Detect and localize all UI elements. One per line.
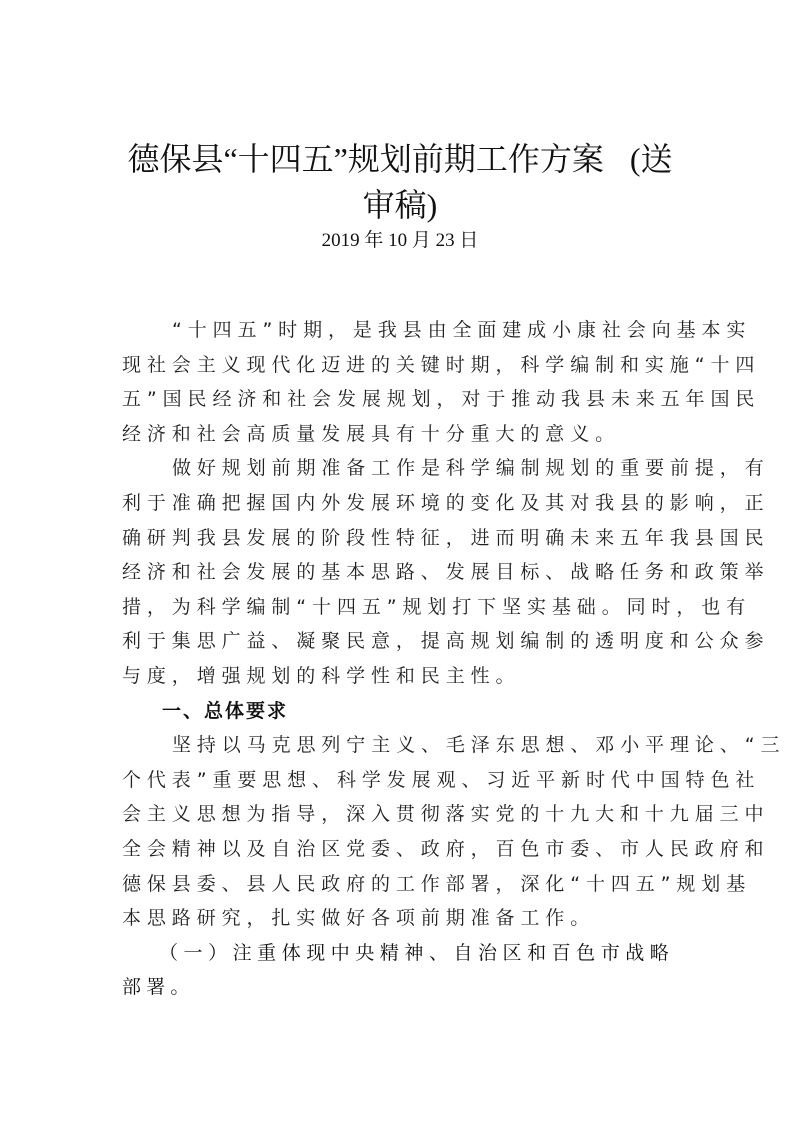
- text-line: 坚持以马克思列宁主义、毛泽东思想、邓小平理论、“三: [172, 734, 786, 757]
- text-line: 本思路研究，扎实做好各项前期准备工作。: [122, 907, 596, 930]
- paragraph-guiding-principles: [122, 728, 786, 936]
- text-line: 与度，增强规划的科学性和民主性。: [122, 664, 521, 687]
- text-line: 全会精神以及自治区党委、政府，百色市委、市人民政府和: [122, 837, 770, 860]
- text-line: 确研判我县发展的阶段性特征，进而明确未来五年我县国民: [122, 526, 770, 549]
- document-body: [122, 313, 786, 1005]
- document-title: [100, 136, 700, 228]
- text-line: 经济和社会发展的基本思路、发展目标、战略任务和政策举: [122, 561, 770, 584]
- document-date: 2019 年 10 月 23 日: [321, 230, 479, 251]
- title-line-2: 审稿): [362, 187, 438, 223]
- text-line: 措，为科学编制“十四五”规划打下坚实基础。同时，也有: [122, 595, 752, 618]
- text-line: 个代表”重要思想、科学发展观、习近平新时代中国特色社: [122, 768, 761, 791]
- text-line: 会主义思想为指导，深入贯彻落实党的十九大和十九届三中: [122, 803, 770, 826]
- text-line: 做好规划前期准备工作是科学编制规划的重要前提，有: [172, 457, 770, 480]
- title-line-1-suffix: (送: [629, 141, 673, 177]
- text-line: 现社会主义现代化迈进的关键时期，科学编制和实施“十四: [122, 353, 761, 376]
- section-heading-general-requirements: 一、总体要求: [162, 699, 289, 722]
- text-line: “十四五”时期，是我县由全面建成小康社会向基本实: [172, 319, 752, 341]
- text-line: 五”国民经济和社会发展规划，对于推动我县未来五年国民: [122, 388, 761, 411]
- text-line: 经济和社会高质量发展具有十分重大的意义。: [122, 422, 621, 445]
- paragraph-preparation: [122, 451, 770, 693]
- text-line: 利于准确把握国内外发展环境的变化及其对我县的影响，正: [122, 491, 770, 514]
- subsection-heading-1: （一）注重体现中央精神、自治区和百色市战略部署。: [122, 941, 674, 999]
- paragraph-intro: [122, 313, 761, 451]
- text-line: 德保县委、县人民政府的工作部署，深化“十四五”规划基: [122, 872, 752, 895]
- text-line: 利于集思广益、凝聚民意，提高规划编制的透明度和公众参: [122, 630, 770, 653]
- title-line-1: 德保县“十四五”规划前期工作方案: [127, 141, 604, 177]
